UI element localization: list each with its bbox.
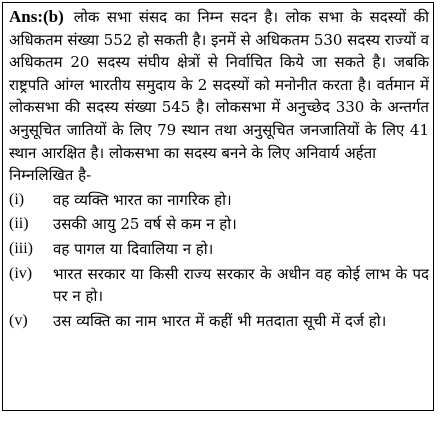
condition-number: (v) bbox=[9, 311, 28, 329]
condition-number: (iii) bbox=[9, 239, 33, 257]
condition-item bbox=[9, 238, 429, 261]
condition-text: उसकी आयु 25 वर्ष से कम न हो। bbox=[53, 215, 237, 234]
condition-item bbox=[9, 310, 429, 333]
condition-item bbox=[9, 213, 429, 236]
condition-number: (iv) bbox=[9, 264, 33, 282]
answer-label: Ans:(b) bbox=[9, 7, 64, 26]
condition-number: (ii) bbox=[9, 215, 29, 233]
condition-item bbox=[9, 263, 429, 308]
condition-number: (i) bbox=[9, 190, 25, 208]
answer-text: लोक सभा संसद का निम्न सदन है। लोक सभा के सदस्यों की अधिकतम संख्या 552 हो सकती है। इनमें से अधिकतम 530 सदस्य राज्यों व अधिकतम 20 सदस्य संघीय क्षेत्रों से निर्वाचित किये जा सकते है। जबकि राष्ट्रपति आंग्ल भारतीय समुदाय के 2 सदस्यों को मनोनीत करता है। वर्तमान में लोकसभा की सदस्य संख्या 545 है। लोकसभा में अनुच्छेद 330 के अन्तर्गत अनुसूचित जातियों के लिए 79 स्थान तथा अनुसूचित जनजातियों के लिए 41 स्थान आरक्षित है। लोकसभा का सदस्य बनने के लिए अनिवार्य अर्हता bbox=[9, 8, 429, 162]
answer-box bbox=[2, 2, 434, 411]
condition-text: भारत सरकार या किसी राज्य सरकार के अधीन वह कोई लाभ के पद पर न हो। bbox=[53, 264, 429, 306]
conditions-intro: निम्नलिखित है- bbox=[9, 166, 92, 185]
condition-text: उस व्यक्ति का नाम भारत में कहीं भी मतदाता सूची में दर्ज हो। bbox=[53, 311, 387, 330]
answer-paragraph bbox=[9, 6, 429, 164]
condition-text: वह व्यक्ति भारत का नागरिक हो। bbox=[53, 190, 232, 209]
condition-text: वह पागल या दिवालिया न हो। bbox=[53, 239, 214, 258]
condition-item bbox=[9, 189, 429, 212]
